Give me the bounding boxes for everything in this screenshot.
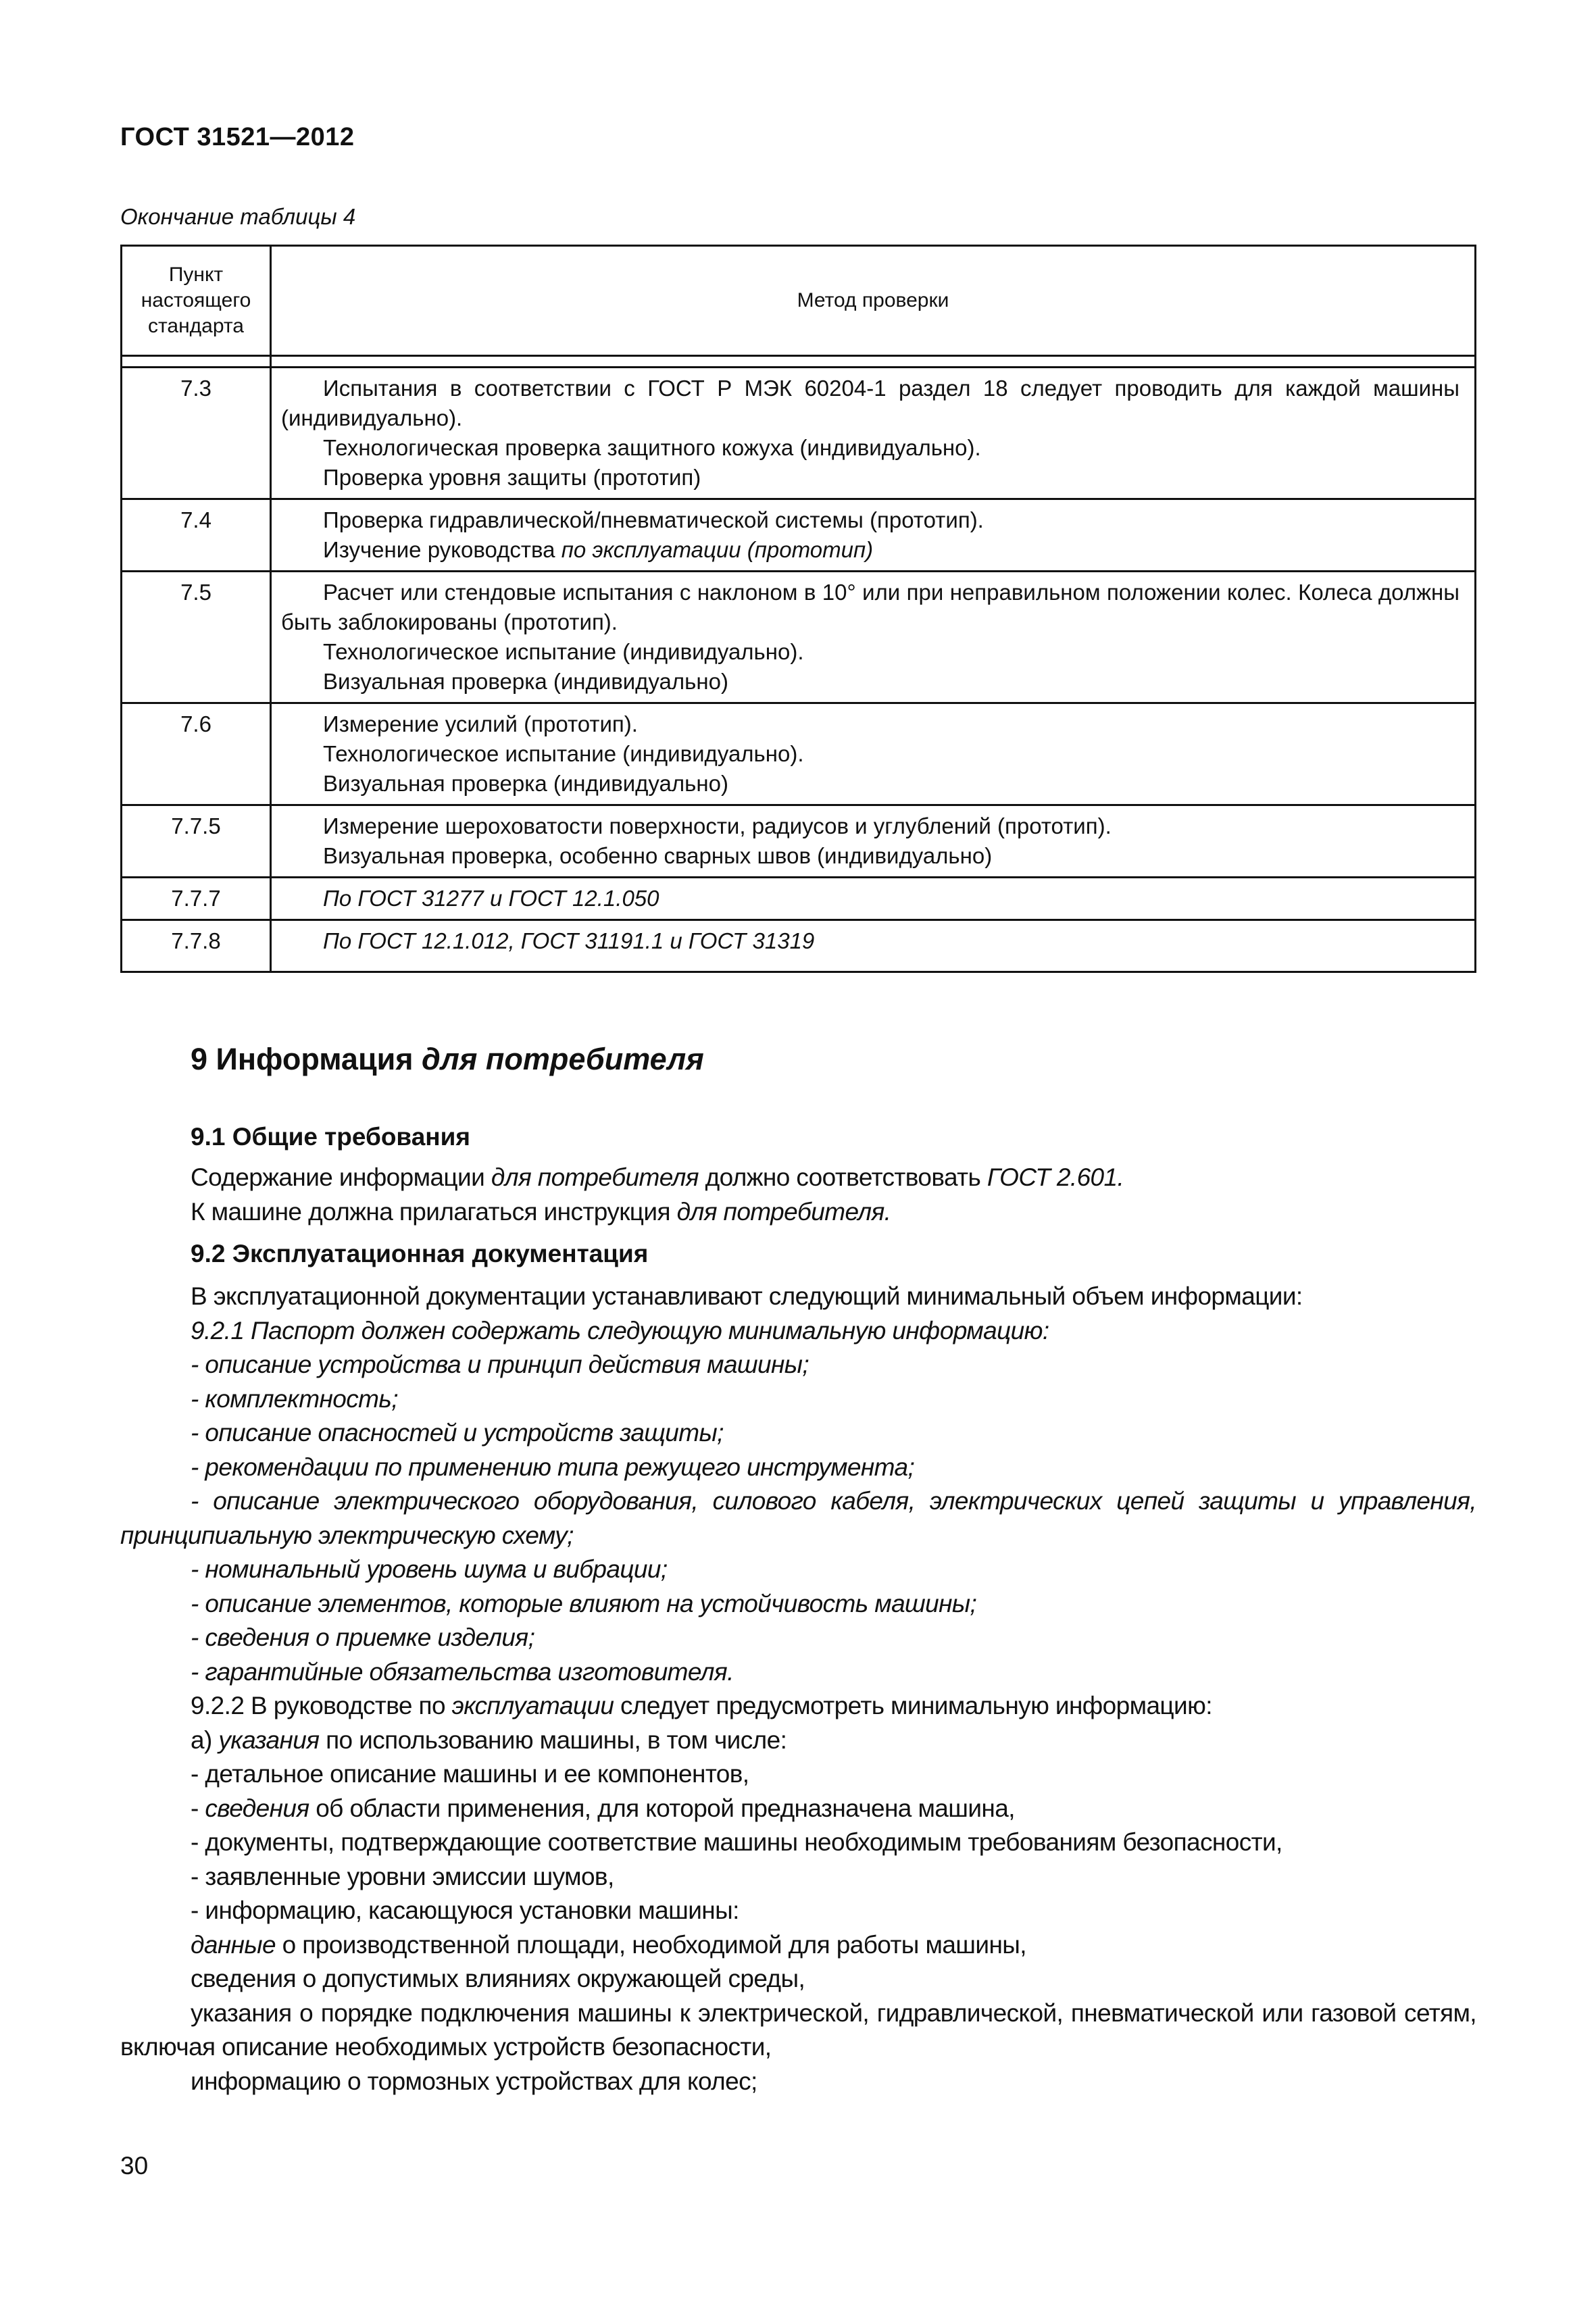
list-item: - детальное описание машины и ее компонентов, xyxy=(191,1760,749,1788)
section-9-1-body xyxy=(120,1161,1476,1229)
row-clause: 7.5 xyxy=(122,572,271,703)
row-method xyxy=(271,805,1476,878)
list-item: данные о производственной площади, необходимой для работы машины, xyxy=(191,1930,1026,1959)
method-line: Измерение шероховатости поверхности, радиусов и углублений (прототип). xyxy=(323,813,1112,838)
paragraph: 9.2.2 В руководстве по эксплуатации следует предусмотреть минимальную информацию: xyxy=(191,1692,1212,1719)
list-item: - гарантийные обязательства изготовителя. xyxy=(191,1657,734,1686)
method-line: Визуальная проверка (индивидуально) xyxy=(323,771,728,796)
document-header: ГОСТ 31521—2012 xyxy=(120,123,355,151)
method-line: По ГОСТ 12.1.012, ГОСТ 31191.1 и ГОСТ 31319 xyxy=(323,928,815,953)
section-9-title xyxy=(191,1042,704,1077)
list-item: указания о порядке подключения машины к электрической, гидравлической, пневматической или газовой сетям, включая описание необходимых устройств безопасности, xyxy=(120,1998,1476,2061)
list-item: - описание устройства и принцип действия машины; xyxy=(191,1351,809,1378)
row-method xyxy=(271,572,1476,703)
section-9-2-title: 9.2 Эксплуатационная документация xyxy=(191,1240,649,1267)
list-item: - сведения об области применения, для которой предназначена машина, xyxy=(191,1794,1015,1822)
row-clause: 7.4 xyxy=(122,499,271,572)
row-clause: 7.7.5 xyxy=(122,805,271,878)
table-row xyxy=(122,572,1476,703)
method-line: Технологическое испытание (индивидуально). xyxy=(323,639,804,664)
section-9-1-title: 9.1 Общие требования xyxy=(191,1123,470,1151)
row-method xyxy=(271,368,1476,499)
table-header-row xyxy=(122,246,1476,356)
method-line: Проверка гидравлической/пневматической системы (прототип). xyxy=(323,507,984,532)
list-item: - сведения о приемке изделия; xyxy=(191,1624,535,1651)
list-item: - описание опасностей и устройств защиты; xyxy=(191,1419,724,1447)
method-line: Проверка уровня защиты (прототип) xyxy=(323,465,701,490)
row-method xyxy=(271,920,1476,972)
list-item: - рекомендации по применению типа режущего инструмента; xyxy=(191,1453,915,1481)
col-header-method: Метод проверки xyxy=(271,246,1476,356)
list-item: - документы, подтверждающие соответствие машины необходимым требованиям безопасности, xyxy=(191,1828,1282,1856)
row-clause: 7.3 xyxy=(122,368,271,499)
method-line: Визуальная проверка, особенно сварных швов (индивидуально) xyxy=(323,843,993,868)
title-text: 9 Информация xyxy=(191,1042,422,1076)
row-clause: 7.6 xyxy=(122,703,271,805)
table-row xyxy=(122,368,1476,499)
row-method xyxy=(271,703,1476,805)
section-9-2-body xyxy=(120,1280,1476,2098)
method-text: Изучение руководства xyxy=(323,537,562,562)
row-clause: 7.7.7 xyxy=(122,878,271,920)
method-line xyxy=(281,535,1460,565)
list-item: информацию о тормозных устройствах для колес; xyxy=(191,2067,757,2095)
list-item: сведения о допустимых влияниях окружающей среды, xyxy=(191,1965,805,1992)
method-line: Визуальная проверка (индивидуально) xyxy=(323,669,728,694)
list-item: - информацию, касающуюся установки машины: xyxy=(191,1896,739,1924)
table-row xyxy=(122,703,1476,805)
method-line: По ГОСТ 31277 и ГОСТ 12.1.050 xyxy=(323,886,659,911)
row-method xyxy=(271,499,1476,572)
method-line: Испытания в соответствии с ГОСТ Р МЭК 60204-1 раздел 18 следует проводить для каждой машины (индивидуально). xyxy=(281,376,1460,430)
method-line: Технологическая проверка защитного кожуха (индивидуально). xyxy=(323,435,981,460)
list-item: - описание элементов, которые влияют на устойчивость машины; xyxy=(191,1589,977,1617)
method-line: Технологическое испытание (индивидуально). xyxy=(323,741,804,766)
table-4 xyxy=(120,245,1476,973)
list-item: - номинальный уровень шума и вибрации; xyxy=(191,1555,668,1583)
paragraph: К машине должна прилагаться инструкция для потребителя. xyxy=(191,1197,891,1226)
method-text-italic: по эксплуатации (прототип) xyxy=(561,537,874,562)
table-caption: Окончание таблицы 4 xyxy=(120,204,356,229)
list-item: - заявленные уровни эмиссии шумов, xyxy=(191,1862,614,1890)
table-row xyxy=(122,805,1476,878)
title-text-italic: для потребителя xyxy=(422,1042,704,1076)
list-item: - описание электрического оборудования, силового кабеля, электрических цепей защиты и управления, принципиальную электрическую схему; xyxy=(120,1487,1476,1549)
table-header-separator xyxy=(122,356,1476,368)
table-row xyxy=(122,499,1476,572)
page-number: 30 xyxy=(120,2152,149,2180)
row-method xyxy=(271,878,1476,920)
list-item: 9.2.1 Паспорт должен содержать следующую минимальную информацию: xyxy=(191,1316,1049,1344)
paragraph: В эксплуатационной документации устанавливают следующий минимальный объем информации: xyxy=(191,1282,1303,1310)
paragraph: Содержание информации для потребителя должно соответствовать ГОСТ 2.601. xyxy=(191,1163,1124,1191)
col-header-clause: Пункт настоящего стандарта xyxy=(122,246,271,356)
list-item: а) указания по использованию машины, в том числе: xyxy=(191,1726,787,1754)
method-line: Расчет или стендовые испытания с наклоном в 10° или при неправильном положении колес. Колеса должны быть заблокированы (прототип). xyxy=(281,580,1460,634)
method-line: Измерение усилий (прототип). xyxy=(323,711,638,736)
row-clause: 7.7.8 xyxy=(122,920,271,972)
table-row xyxy=(122,878,1476,920)
table-row xyxy=(122,920,1476,972)
list-item: - комплектность; xyxy=(191,1384,398,1413)
